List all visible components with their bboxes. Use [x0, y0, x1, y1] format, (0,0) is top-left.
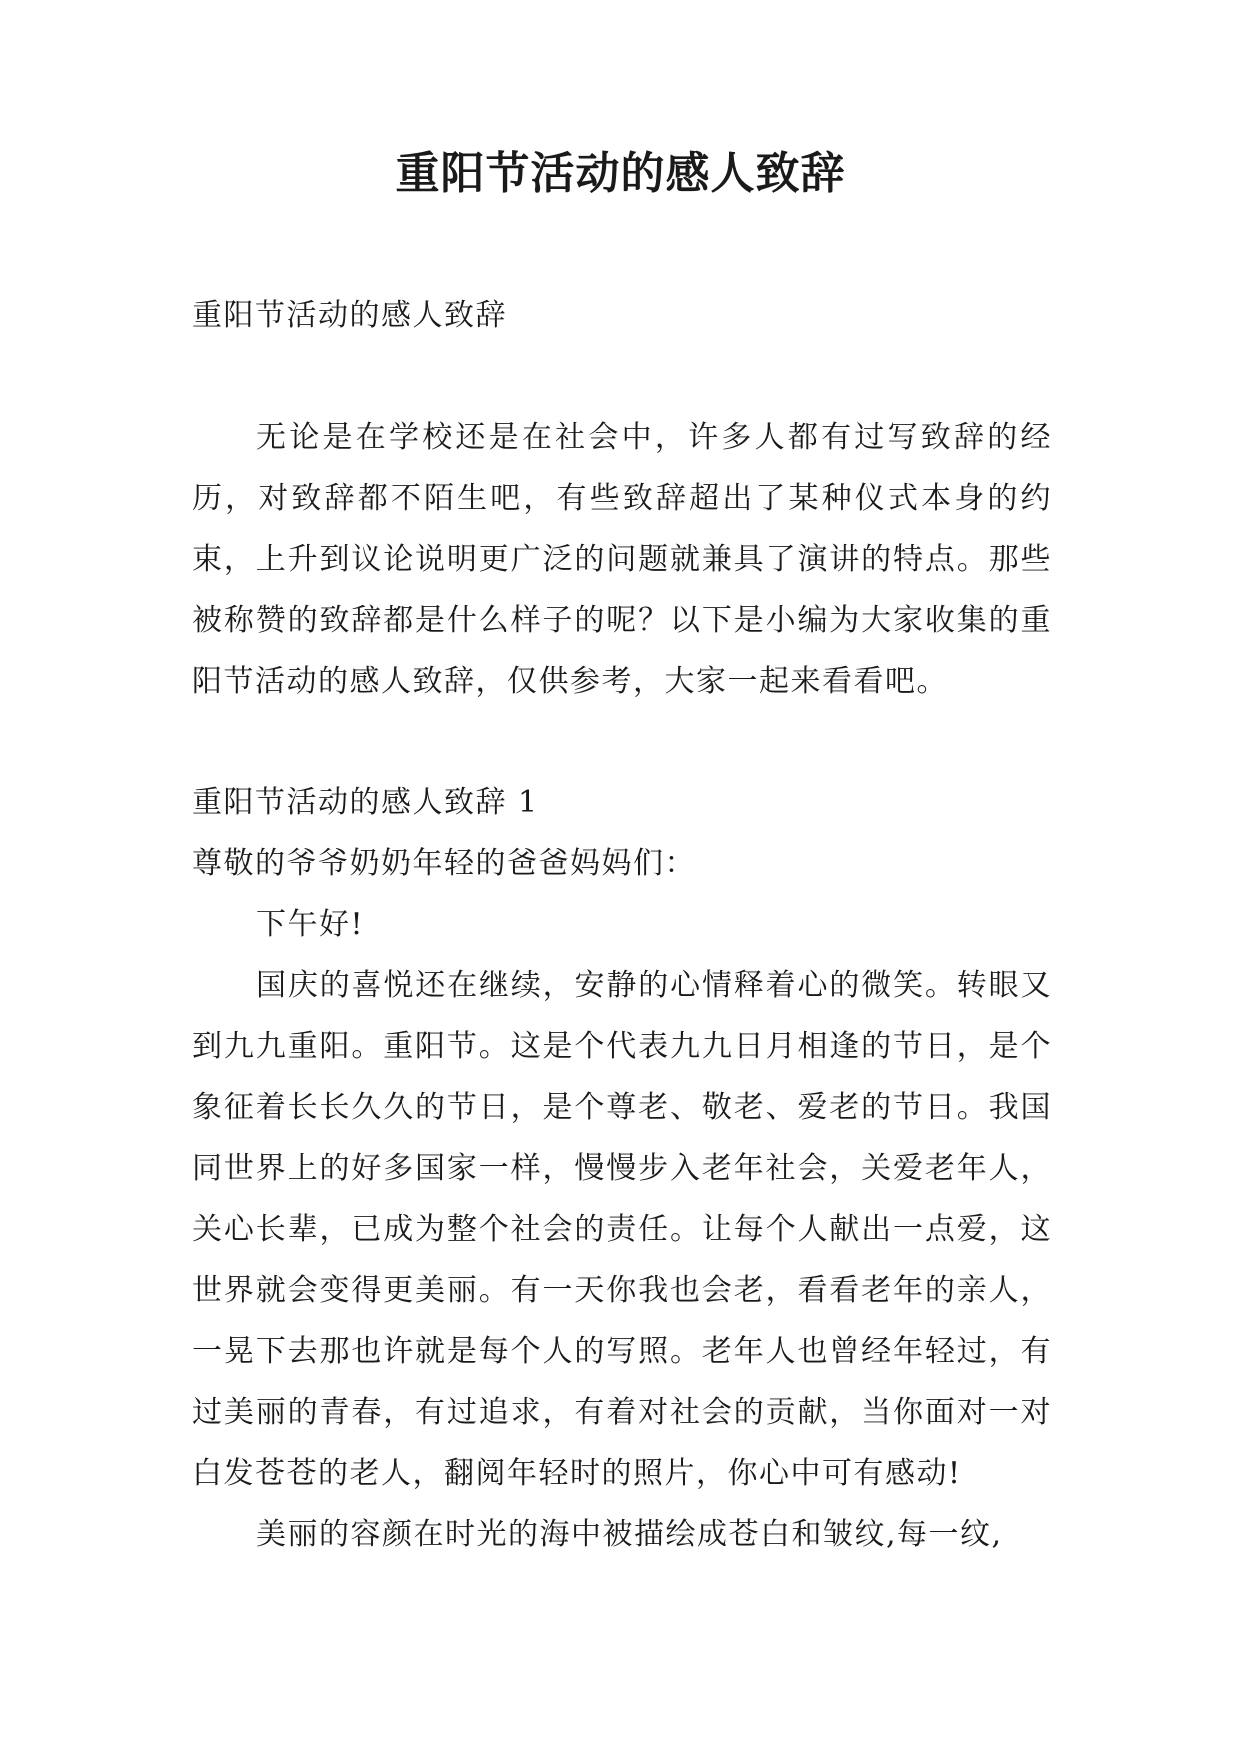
- body-paragraph-1: 国庆的喜悦还在继续，安静的心情释着心的微笑。转眼又到九九重阳。重阳节。这是个代表九九日月相逢的节日，是个象征着长长久久的节日，是个尊老、敬老、爱老的节日。我国同世界上的好多国家一样，慢慢步入老年社会，关爱老年人，关心长辈，已成为整个社会的责任。让每个人献出一点爱，这世界就会变得更美丽。有一天你我也会老，看看老年的亲人，一晃下去那也许就是每个人的写照。老年人也曾经年轻过，有过美丽的青春，有过追求，有着对社会的贡献，当你面对一对白发苍苍的老人，翻阅年轻时的照片，你心中可有感动!: [192, 968, 1052, 1491]
- document-body: [192, 285, 1052, 1565]
- salutation: 尊敬的爷爷奶奶年轻的爸爸妈妈们：: [192, 846, 696, 881]
- intro-paragraph: 无论是在学校还是在社会中，许多人都有过写致辞的经历，对致辞都不陌生吧，有些致辞超出了某种仪式本身的约束，上升到议论说明更广泛的问题就兼具了演讲的特点。那些被称赞的致辞都是什么样子的呢？以下是小编为大家收集的重阳节活动的感人致辞，仅供参考，大家一起来看看吧。: [192, 420, 1052, 699]
- section-heading: 重阳节活动的感人致辞 1: [192, 785, 539, 820]
- greeting: 下午好!: [256, 907, 365, 942]
- spacer: [192, 712, 1052, 772]
- subtitle: 重阳节活动的感人致辞: [192, 298, 507, 333]
- spacer: [192, 346, 1052, 407]
- body-paragraph-2: 美丽的容颜在时光的海中被描绘成苍白和皱纹,每一纹,: [256, 1517, 1003, 1552]
- document-title: 重阳节活动的感人致辞: [395, 148, 846, 199]
